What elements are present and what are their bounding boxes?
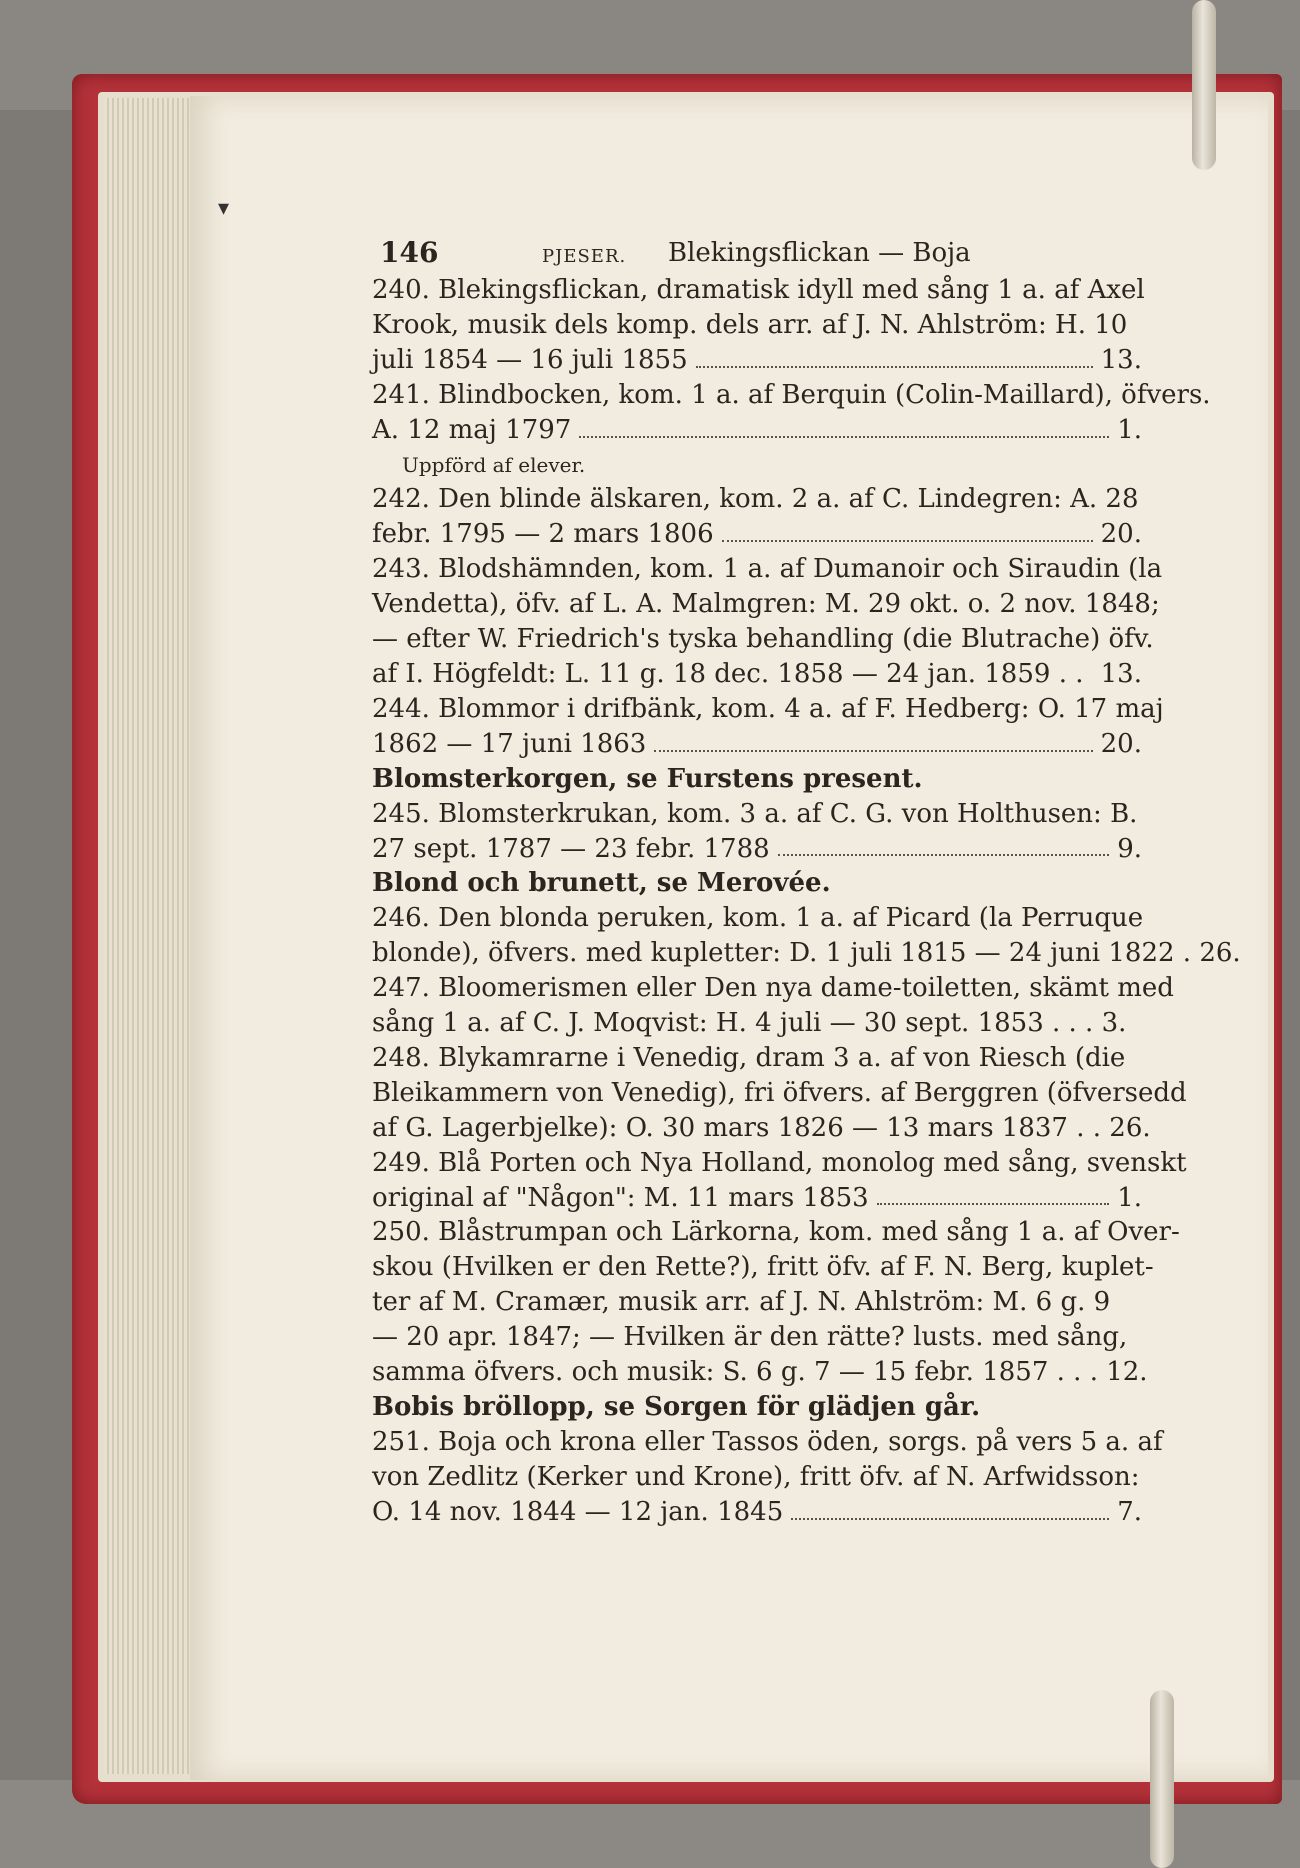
- entry-line: af G. Lagerbjelke): O. 30 mars 1826 — 13 mars 1837 . . 26.: [372, 1112, 1151, 1143]
- page-text: [372, 228, 1241, 1530]
- performance-count: 13.: [1100, 344, 1142, 375]
- performance-count: 9.: [1117, 833, 1142, 864]
- cross-reference: Bobis bröllopp, se Sorgen för glädjen går.: [372, 1392, 981, 1422]
- dot-leader: [791, 1495, 1109, 1520]
- entry-245: [372, 797, 1142, 867]
- dot-leader: [696, 343, 1093, 368]
- entry-line: 248. Blykamrarne i Venedig, dram 3 a. af von Riesch (die: [372, 1042, 1126, 1073]
- entry-line: blonde), öfvers. med kupletter: D. 1 juli 1815 — 24 juni 1822 . 26.: [372, 938, 1241, 969]
- entry-line: sång 1 a. af C. J. Moqvist: H. 4 juli — 30 sept. 1853 . . . 3.: [372, 1008, 1127, 1039]
- ink-mark: ▾: [218, 196, 230, 221]
- bookmark-ribbon-bottom[interactable]: [1150, 1690, 1174, 1868]
- entry-line: samma öfvers. och musik: S. 6 g. 7 — 15 febr. 1857 . . . 12.: [372, 1357, 1148, 1388]
- entry-249: [372, 1146, 1187, 1216]
- entry-line: Vendetta), öfv. af L. A. Malmgren: M. 29 okt. o. 2 nov. 1848;: [372, 589, 1160, 620]
- performance-count: 20.: [1100, 728, 1142, 759]
- entry-line: von Zedlitz (Kerker und Krone), fritt öfv. af N. Arfwidsson:: [372, 1461, 1140, 1492]
- entry-line: — 20 apr. 1847; — Hvilken är den rätte? lusts. med sång,: [372, 1322, 1128, 1353]
- running-head: Blekingsflickan — Boja: [668, 238, 971, 268]
- performance-count: 7.: [1117, 1496, 1142, 1527]
- dot-leader: [877, 1181, 1110, 1206]
- page-edges: [104, 98, 191, 1774]
- dot-leader: [654, 727, 1092, 752]
- entry-242: [372, 482, 1142, 552]
- entry-line: Krook, musik dels komp. dels arr. af J. N. Ahlström: H. 10: [372, 309, 1128, 340]
- entry-line: 27 sept. 1787 — 23 febr. 1788: [372, 833, 770, 864]
- entry-line: 1862 — 17 juni 1863: [372, 728, 647, 759]
- performance-count: 1.: [1117, 414, 1142, 445]
- entry-line: A. 12 maj 1797: [372, 414, 572, 445]
- entry-line: febr. 1795 — 2 mars 1806: [372, 519, 714, 550]
- entry-line: original af "Någon": M. 11 mars 1853: [372, 1182, 869, 1213]
- spacer: [1092, 657, 1093, 682]
- entry-246: [372, 901, 1241, 971]
- entry-line: 251. Boja och krona eller Tassos öden, sorgs. på vers 5 a. af: [372, 1426, 1163, 1457]
- cross-reference: Blomsterkorgen, se Furstens present.: [372, 763, 923, 794]
- entry-line: ter af M. Cramær, musik arr. af J. N. Ahlström: M. 6 g. 9: [372, 1287, 1111, 1318]
- entry-line: 249. Blå Porten och Nya Holland, monolog med sång, svenskt: [372, 1147, 1187, 1178]
- entry-line: Bleikammern von Venedig), fri öfvers. af Berggren (öfversedd: [372, 1077, 1187, 1108]
- dot-leader: [778, 832, 1110, 857]
- entry-line: — efter W. Friedrich's tyska behandling (die Blutrache) öfv.: [372, 624, 1154, 655]
- dot-leader: [722, 517, 1093, 542]
- entry-243: [372, 552, 1163, 692]
- entry-248: [372, 1041, 1187, 1146]
- entry-line: 244. Blommor i drifbänk, kom. 4 a. af F. Hedberg: O. 17 maj: [372, 693, 1164, 724]
- entry-line: 240. Blekingsflickan, dramatisk idyll med sång 1 a. af Axel: [372, 275, 1145, 305]
- performance-count: 1.: [1117, 1182, 1142, 1213]
- entry-line: af I. Högfeldt: L. 11 g. 18 dec. 1858 — 24 jan. 1859 . .: [372, 658, 1084, 689]
- entry-241: [372, 378, 1211, 483]
- cross-reference: Blond och brunett, se Merovée.: [372, 868, 831, 899]
- page-number: 146: [380, 236, 439, 269]
- entry-line: 243. Blodshämnden, kom. 1 a. af Dumanoir och Siraudin (la: [372, 554, 1163, 585]
- entry-247: [372, 971, 1174, 1041]
- entry-line: 250. Blåstrumpan och Lärkorna, kom. med sång 1 a. af Over-: [372, 1217, 1180, 1248]
- entry-line: 241. Blindbocken, kom. 1 a. af Berquin (Colin-Maillard), öfvers.: [372, 379, 1211, 410]
- section-title: PJESER.: [542, 246, 627, 267]
- page-header: [372, 228, 1142, 268]
- entry-240: [372, 273, 1145, 378]
- performance-count: 20.: [1100, 519, 1142, 550]
- entry-note: Uppförd af elever.: [402, 452, 586, 477]
- entry-line: juli 1854 — 16 juli 1855: [372, 344, 688, 375]
- entry-250: [372, 1215, 1180, 1390]
- entry-line: 247. Bloomerismen eller Den nya dame-toiletten, skämt med: [372, 973, 1174, 1004]
- entry-244: [372, 692, 1164, 762]
- entry-line: skou (Hvilken er den Rette?), fritt öfv. af F. N. Berg, kuplet-: [372, 1252, 1154, 1283]
- entry-251: [372, 1425, 1163, 1530]
- dot-leader: [579, 413, 1109, 438]
- entry-line: 242. Den blinde älskaren, kom. 2 a. af C. Lindegren: A. 28: [372, 484, 1139, 515]
- performance-count: 13.: [1100, 658, 1142, 689]
- entry-line: 246. Den blonda peruken, kom. 1 a. af Picard (la Perruque: [372, 903, 1144, 934]
- entry-line: O. 14 nov. 1844 — 12 jan. 1845: [372, 1496, 784, 1527]
- entry-line: 245. Blomsterkrukan, kom. 3 a. af C. G. von Holthusen: B.: [372, 798, 1138, 829]
- bookmark-ribbon-top[interactable]: [1192, 0, 1216, 170]
